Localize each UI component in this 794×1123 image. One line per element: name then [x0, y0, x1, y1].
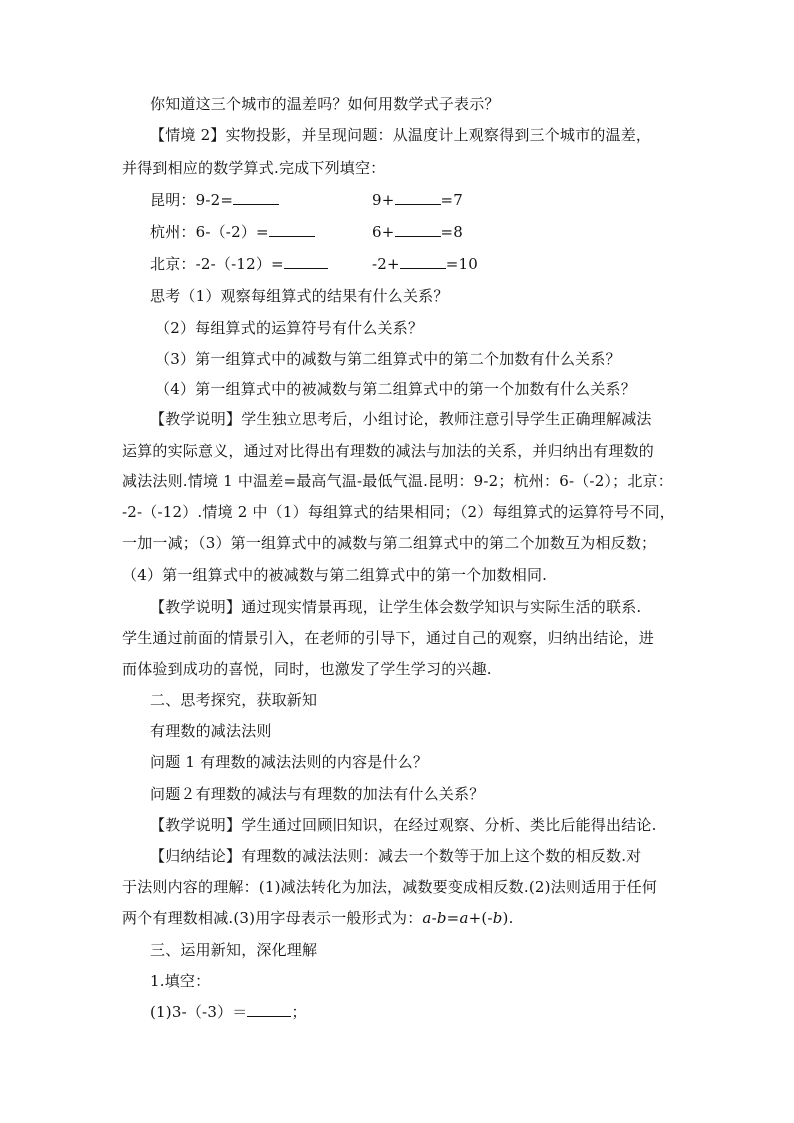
plus-paren: +(- — [468, 909, 493, 927]
text-line: 【教学说明】学生通过回顾旧知识，在经过观察、分析、类比后能得出结论. — [150, 816, 657, 834]
text-line: （4）第一组算式中的被减数与第二组算式中的第一个加数相同. — [122, 566, 548, 584]
answer-blank — [400, 254, 446, 269]
text-line: 1.填空： — [150, 972, 211, 990]
close-paren: ). — [502, 909, 514, 927]
text-line: 【归纳结论】有理数的减法法则：减去一个数等于加上这个数的相反数.对 — [150, 847, 642, 865]
text-span: =10 — [445, 255, 479, 273]
text-span: 昆明：9-2= — [150, 191, 234, 209]
text-line: 而体验到成功的喜悦，同时，也激发了学生学习的兴趣. — [122, 660, 492, 678]
text-line: 一加一减；（3）第一组算式中的减数与第二组算式中的第二个加数互为相反数； — [122, 534, 657, 552]
fill-blank-row — [150, 254, 750, 274]
text-line: 思考（1）观察每组算式的结果有什么关系？ — [150, 287, 449, 305]
text-span: (1)3-（-3）＝ — [150, 1003, 248, 1021]
text-line: 减法法则.情境 1 中温差=最高气温-最低气温.昆明：9-2；杭州：6-（-2）；北京： — [122, 472, 673, 490]
text-line: 并得到相应的数学算式.完成下列填空： — [122, 159, 386, 177]
fill-blank-row — [150, 190, 750, 210]
section-heading: 二、思考探究，获取新知 — [150, 691, 318, 709]
text-line: 【教学说明】学生独立思考后，小组讨论，教师注意引导学生正确理解减法 — [150, 410, 652, 428]
text-span: =8 — [440, 223, 464, 241]
formula-line — [122, 908, 514, 928]
answer-blank — [284, 254, 328, 269]
answer-blank — [395, 222, 441, 237]
text-span: 杭州：6-（-2）= — [150, 223, 269, 241]
text-line: 你知道这三个城市的温差吗？如何用数学式子表示？ — [150, 95, 500, 113]
text-span: 两个有理数相减.(3)用字母表示一般形式为： — [122, 909, 423, 927]
text-span: 9+ — [372, 191, 395, 209]
equals-sign: = — [446, 909, 460, 927]
text-line: （3）第一组算式中的减数与第二组算式中的第二个加数有什么关系？ — [155, 350, 621, 368]
answer-blank — [233, 190, 279, 205]
text-line: 运算的实际意义，通过对比得出有理数的减法与加法的关系，并归纳出有理数的 — [122, 442, 655, 460]
variable-b: b — [436, 909, 447, 927]
subheading: 有理数的减法法则 — [150, 722, 272, 740]
text-line: 【情境 2】实物投影，并呈现问题：从温度计上观察得到三个城市的温差， — [150, 126, 652, 144]
text-line: 于法则内容的理解：(1)减法转化为加法，减数要变成相反数.(2)法则适用于任何 — [122, 878, 658, 896]
text-line: 问题２有理数的减法与有理数的加法有什么关系？ — [150, 785, 485, 803]
minus-sign: - — [431, 909, 437, 927]
text-span: -2+ — [372, 255, 400, 273]
text-span: =7 — [440, 191, 464, 209]
text-line: 学生通过前面的情景引入，在老师的引导下，通过自己的观察，归纳出结论，进 — [122, 629, 655, 647]
variable-a: a — [459, 909, 469, 927]
text-span: 6+ — [372, 223, 395, 241]
fill-blank-row — [150, 1002, 307, 1022]
text-span: 北京：-2-（-12）= — [150, 255, 284, 273]
text-line: （2）每组算式的运算符号有什么关系？ — [155, 319, 424, 337]
variable-b: b — [492, 909, 503, 927]
answer-blank — [395, 190, 441, 205]
text-line: 【教学说明】通过现实情景再现，让学生体会数学知识与实际生活的联系. — [150, 598, 642, 616]
answer-blank — [247, 1002, 291, 1017]
text-line: （4）第一组算式中的被减数与第二组算式中的第一个加数有什么关系？ — [155, 380, 636, 398]
answer-blank — [269, 222, 315, 237]
variable-a: a — [422, 909, 432, 927]
text-span: ； — [291, 1003, 307, 1021]
fill-blank-row — [150, 222, 750, 242]
text-line: -2-（-12）.情境 2 中（1）每组算式的结果相同；（2）每组算式的运算符号不同， — [122, 503, 675, 521]
text-line: 问题 1 有理数的减法法则的内容是什么？ — [150, 753, 429, 771]
section-heading: 三、运用新知，深化理解 — [150, 941, 318, 959]
